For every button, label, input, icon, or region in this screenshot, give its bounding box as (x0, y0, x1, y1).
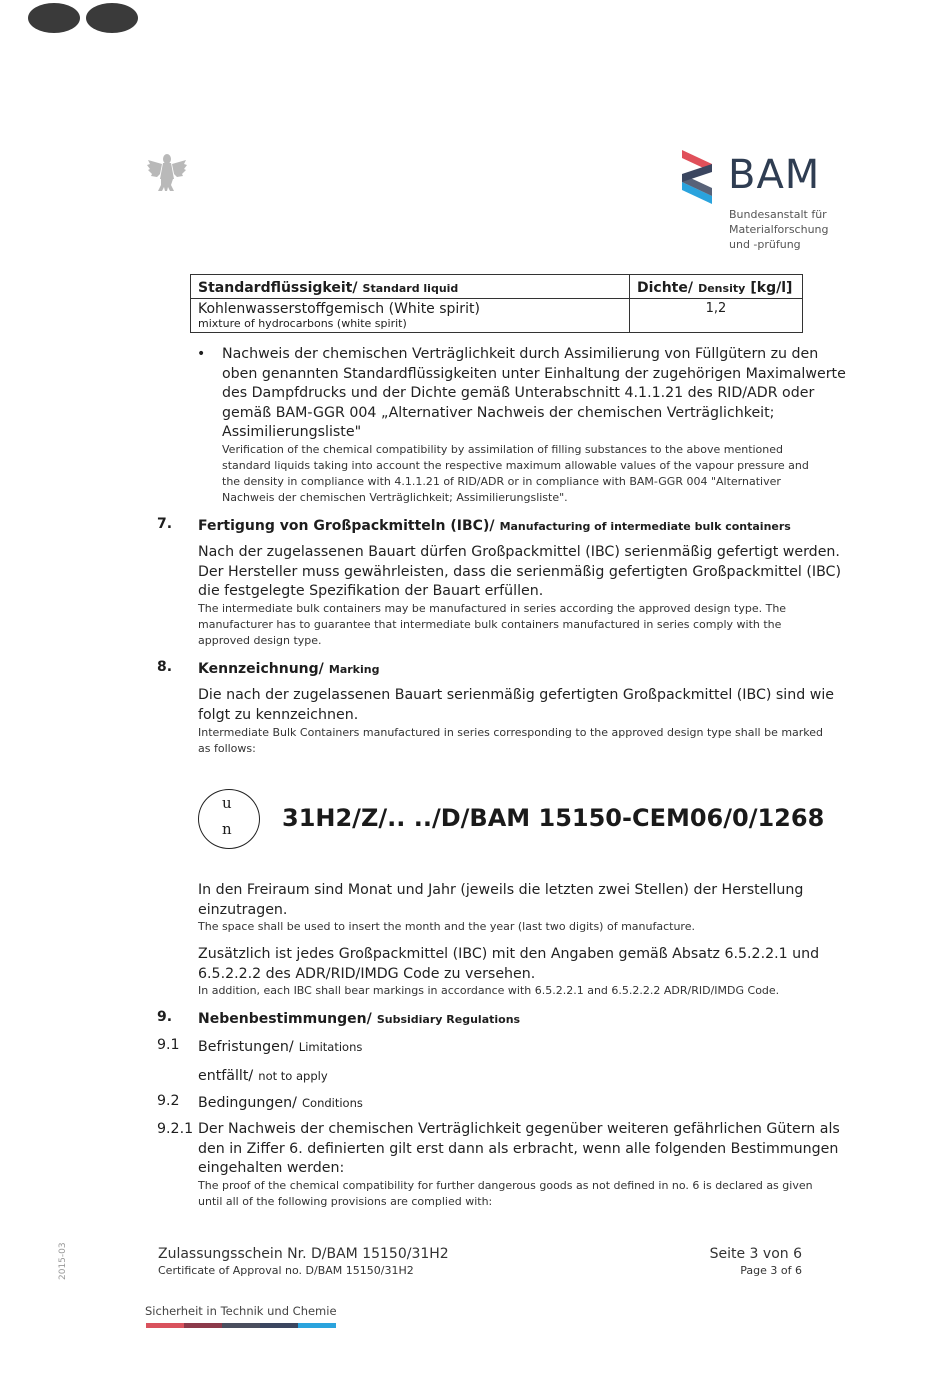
heading-en: Conditions (302, 1096, 363, 1110)
federal-eagle-icon (146, 150, 188, 194)
text-line: Verification of the chemical compatibility by assimilation of filling substances to the above mentioned (222, 443, 784, 456)
text-line: Nachweis der chemischen Verträglichkeit; Assimilierungsliste". (222, 491, 568, 504)
heading-en: Subsidiary Regulations (376, 1013, 521, 1026)
heading-en: Manufacturing of intermediate bulk containers (499, 520, 791, 533)
bam-wordmark: BAM (728, 152, 821, 198)
page-number-en: Page 3 of 6 (740, 1264, 802, 1277)
table-row (191, 299, 803, 333)
heading-de: Kennzeichnung/ (198, 661, 324, 677)
text-line: die festgelegte Spezifikation der Bauart erfüllen. (198, 583, 544, 599)
subsection-heading (198, 1036, 362, 1055)
table-header-cell (630, 275, 803, 299)
subsection-number: 9.1 (157, 1037, 180, 1053)
certificate-reference (158, 1245, 449, 1279)
header-label-de: Dichte/ (637, 280, 693, 296)
additional-marking-en: In addition, each IBC shall bear markings in accordance with 6.5.2.2.1 and 6.5.2.2.2 ADR/RID/IMDG Code. (198, 984, 780, 997)
text-line: approved design type. (198, 634, 322, 647)
color-bar-segment (298, 1323, 336, 1328)
limitations-value (198, 1065, 328, 1084)
text-line: Die nach der zugelassenen Bauart serienmäßig gefertigten Großpackmittel (IBC) sind wie (198, 687, 835, 703)
document-version-code: 2015-03 (58, 1242, 68, 1280)
color-bar-segment (146, 1323, 184, 1328)
subsection-number: 9.2.1 (157, 1121, 194, 1137)
text-line: standard liquids taking into account the respective maximum allowable values of the vapour pressure and (222, 459, 809, 472)
certificate-en: Certificate of Approval no. D/BAM 15150/31H2 (158, 1264, 414, 1277)
additional-marking-de (198, 945, 819, 984)
text-line: Assimilierungsliste" (222, 424, 362, 440)
section-heading (198, 658, 379, 677)
heading-de: Bedingungen/ (198, 1095, 297, 1111)
table-header-row (191, 275, 803, 299)
value-de: entfällt/ (198, 1068, 254, 1084)
page-number-de: Seite 3 von 6 (709, 1246, 802, 1262)
text-line: Der Hersteller muss gewährleisten, dass die serienmäßig gefertigten Großpackmittel (IBC) (198, 563, 841, 580)
text-line: einzutragen. (198, 901, 288, 918)
un-letter-u: u (222, 794, 232, 812)
text-line: eingehalten werden: (198, 1160, 345, 1176)
color-bar-segment (184, 1323, 222, 1328)
text-line: 6.5.2.2.2 des ADR/RID/IMDG Code zu versehen. (198, 965, 536, 982)
marking-note-de (198, 881, 803, 920)
section-number: 8. (157, 659, 173, 675)
section-8-text-de (198, 686, 834, 725)
liquid-name-de: Kohlenwasserstoffgemisch (White spirit) (198, 301, 480, 317)
text-line: Nachweis der chemischen Verträglichkeit durch Assimilierung von Füllgütern zu den (222, 346, 819, 362)
section-heading (198, 515, 791, 534)
table-header-cell (191, 275, 630, 299)
subsection-number: 9.2 (157, 1093, 180, 1109)
section-heading (198, 1008, 520, 1027)
text-line: manufacturer has to guarantee that intermediate bulk containers manufactured in series comply with the (198, 618, 782, 631)
text-line: den in Ziffer 6. definierten gilt erst dann als erbracht, wenn alle folgenden Bestimmungen (198, 1140, 839, 1157)
heading-en: Limitations (298, 1040, 363, 1054)
text-line: until all of the following provisions are complied with: (198, 1195, 493, 1208)
bullet-icon: • (197, 346, 206, 362)
bullet-text-en (222, 442, 809, 506)
text-line: Zusätzlich ist jedes Großpackmittel (IBC) mit den Angaben gemäß Absatz 6.5.2.2.1 und (198, 946, 820, 962)
bam-subtitle-line: Bundesanstalt für (729, 208, 827, 221)
section-7-text-de (198, 543, 841, 602)
text-line: Intermediate Bulk Containers manufactured in series corresponding to the approved design type shall be marked (198, 726, 824, 739)
marking-note-en: The space shall be used to insert the month and the year (last two digits) of manufacture. (198, 920, 695, 933)
standard-liquid-table (190, 274, 803, 333)
text-line: as follows: (198, 742, 256, 755)
heading-de: Befristungen/ (198, 1039, 294, 1055)
color-bar-segment (260, 1323, 298, 1328)
text-line: des Dampfdrucks und der Dichte gemäß Unterabschnitt 4.1.1.21 des RID/ADR oder (222, 385, 815, 401)
slogan: Sicherheit in Technik und Chemie (145, 1304, 337, 1318)
section-number: 9. (157, 1009, 173, 1025)
condition-text-de (198, 1120, 840, 1179)
liquid-name-en: mixture of hydrocarbons (white spirit) (198, 317, 407, 330)
condition-text-en (198, 1178, 813, 1210)
text-line: Der Nachweis der chemischen Verträglichkeit gegenüber weiteren gefährlichen Gütern als (198, 1121, 840, 1137)
header-label-en: Standard liquid (362, 282, 459, 295)
value-en: not to apply (258, 1069, 328, 1083)
page-number (680, 1245, 802, 1279)
text-line: oben genannten Standardflüssigkeiten unter Einhaltung der zugehörigen Maximalwerte (222, 365, 846, 382)
subsection-heading (198, 1092, 363, 1111)
text-line: The proof of the chemical compatibility for further dangerous goods as not defined in no. 6 is declared as given (198, 1179, 813, 1192)
redaction-mark-2 (86, 3, 138, 33)
section-7-text-en (198, 601, 786, 649)
text-line: The intermediate bulk containers may be manufactured in series according the approved design type. The (198, 602, 787, 615)
color-bar (146, 1323, 336, 1328)
bam-subtitle-line: und -prüfung (729, 238, 801, 251)
certificate-de: Zulassungsschein Nr. D/BAM 15150/31H2 (158, 1246, 449, 1262)
text-line: the density in compliance with 4.1.1.21 of RID/ADR or in compliance with BAM-GGR 004 "Alternativer (222, 475, 781, 488)
section-8-text-en (198, 725, 823, 757)
bam-subtitle (729, 207, 829, 252)
section-number: 7. (157, 516, 173, 532)
bam-logo-icon (680, 150, 714, 204)
text-line: gemäß BAM-GGR 004 „Alternativer Nachweis der chemischen Verträglichkeit; (222, 404, 775, 421)
header-label-de: Standardflüssigkeit/ (198, 280, 358, 296)
bam-subtitle-line: Materialforschung (729, 223, 829, 236)
bullet-text-de (222, 345, 846, 443)
header-label-en: Density (698, 282, 746, 295)
marking-code: 31H2/Z/.. ../D/BAM 15150-CEM06/0/1268 (282, 804, 825, 832)
un-letter-n: n (222, 820, 232, 838)
heading-en: Marking (328, 663, 380, 676)
redaction-mark-1 (28, 3, 80, 33)
text-line: In den Freiraum sind Monat und Jahr (jeweils die letzten zwei Stellen) der Herstellung (198, 882, 804, 898)
header-unit: [kg/l] (750, 280, 793, 296)
color-bar-segment (222, 1323, 260, 1328)
table-cell (191, 299, 630, 333)
text-line: folgt zu kennzeichnen. (198, 706, 359, 723)
text-line: Nach der zugelassenen Bauart dürfen Großpackmittel (IBC) serienmäßig gefertigt werden. (198, 544, 840, 560)
heading-de: Fertigung von Großpackmitteln (IBC)/ (198, 518, 495, 534)
density-value: 1,2 (630, 299, 803, 333)
heading-de: Nebenbestimmungen/ (198, 1011, 372, 1027)
